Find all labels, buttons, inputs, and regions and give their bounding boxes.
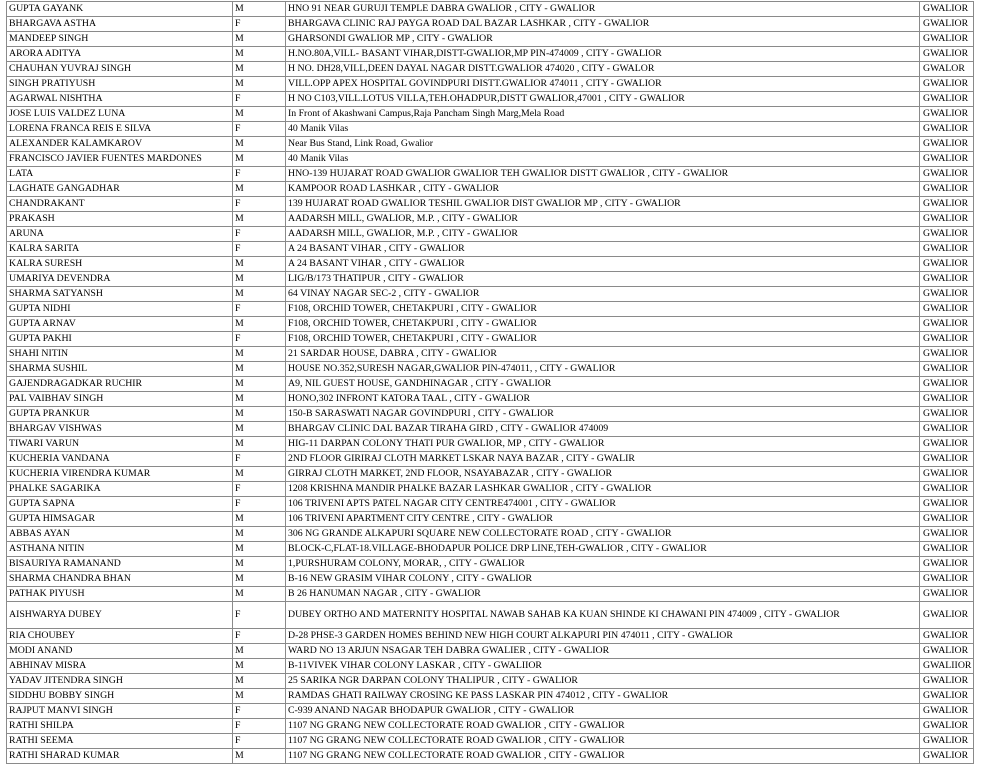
city-cell[interactable]: GWALIOR	[920, 227, 974, 242]
name-cell[interactable]: PHALKE SAGARIKA	[7, 482, 233, 497]
table-row	[7, 242, 974, 257]
name-cell[interactable]: MANDEEP SINGH	[7, 32, 233, 47]
address-cell[interactable]: BHARGAVA CLINIC RAJ PAYGA ROAD DAL BAZAR LASHKAR , CITY - GWALIOR	[286, 17, 920, 32]
gender-cell[interactable]: M	[233, 212, 286, 227]
address-cell[interactable]: B-11VIVEK VIHAR COLONY LASKAR , CITY - GWALIIOR	[286, 659, 920, 674]
name-cell[interactable]: YADAV JITENDRA SINGH	[7, 674, 233, 689]
city-cell[interactable]: GWALOR	[920, 62, 974, 77]
table-row	[7, 347, 974, 362]
gender-cell[interactable]: M	[233, 467, 286, 482]
city-cell[interactable]: GWALIOR	[920, 377, 974, 392]
address-cell[interactable]: LIG/B/173 THATIPUR , CITY - GWALIOR	[286, 272, 920, 287]
gender-cell[interactable]: F	[233, 302, 286, 317]
gender-cell[interactable]: M	[233, 542, 286, 557]
table-row	[7, 482, 974, 497]
gender-cell[interactable]: F	[233, 167, 286, 182]
address-cell[interactable]: VILL.OPP APEX HOSPITAL GOVINDPURI DISTT.GWALIOR 474011 , CITY - GWALIOR	[286, 77, 920, 92]
gender-cell[interactable]: M	[233, 257, 286, 272]
table-row	[7, 572, 974, 587]
name-cell[interactable]: BISAURIYA RAMANAND	[7, 557, 233, 572]
table-row	[7, 77, 974, 92]
name-cell[interactable]: ABHINAV MISRA	[7, 659, 233, 674]
gender-cell[interactable]: M	[233, 437, 286, 452]
address-cell[interactable]: AADARSH MILL, GWALIOR, M.P. , CITY - GWALIOR	[286, 227, 920, 242]
address-cell[interactable]: 21 SARDAR HOUSE, DABRA , CITY - GWALIOR	[286, 347, 920, 362]
gender-cell[interactable]: M	[233, 362, 286, 377]
gender-cell[interactable]: F	[233, 197, 286, 212]
gender-cell[interactable]: F	[233, 719, 286, 734]
name-cell[interactable]: KUCHERIA VIRENDRA KUMAR	[7, 467, 233, 482]
table-row	[7, 629, 974, 644]
gender-cell[interactable]: M	[233, 587, 286, 602]
table-row	[7, 674, 974, 689]
name-cell[interactable]: UMARIYA DEVENDRA	[7, 272, 233, 287]
table-row	[7, 734, 974, 749]
name-cell[interactable]: GAJENDRAGADKAR RUCHIR	[7, 377, 233, 392]
table-row	[7, 659, 974, 674]
address-cell[interactable]: 1107 NG GRANG NEW COLLECTORATE ROAD GWALIOR , CITY - GWALIOR	[286, 719, 920, 734]
city-cell[interactable]: GWALIOR	[920, 257, 974, 272]
name-cell[interactable]: KUCHERIA VANDANA	[7, 452, 233, 467]
name-cell[interactable]: ARORA ADITYA	[7, 47, 233, 62]
table-row	[7, 62, 974, 77]
gender-cell[interactable]: M	[233, 572, 286, 587]
city-cell[interactable]: GWALIOR	[920, 47, 974, 62]
table-row	[7, 227, 974, 242]
table-row	[7, 542, 974, 557]
city-cell[interactable]: GWALIOR	[920, 392, 974, 407]
name-cell[interactable]: SIDDHU BOBBY SINGH	[7, 689, 233, 704]
address-cell[interactable]: B 26 HANUMAN NAGAR , CITY - GWALIOR	[286, 587, 920, 602]
table-row	[7, 362, 974, 377]
city-cell[interactable]: GWALIOR	[920, 512, 974, 527]
table-row	[7, 407, 974, 422]
city-cell[interactable]: GWALIOR	[920, 452, 974, 467]
name-cell[interactable]: GUPTA SAPNA	[7, 497, 233, 512]
table-row	[7, 527, 974, 542]
address-cell[interactable]: A 24 BASANT VIHAR , CITY - GWALIOR	[286, 257, 920, 272]
address-cell[interactable]: GIRRAJ CLOTH MARKET, 2ND FLOOR, NSAYABAZAR , CITY - GWALIOR	[286, 467, 920, 482]
table-row	[7, 317, 974, 332]
table-row	[7, 644, 974, 659]
name-cell[interactable]: KALRA SARITA	[7, 242, 233, 257]
table-row	[7, 452, 974, 467]
address-cell[interactable]: HOUSE NO.352,SURESH NAGAR,GWALIOR PIN-474011, , CITY - GWALIOR	[286, 362, 920, 377]
address-cell[interactable]: F108, ORCHID TOWER, CHETAKPURI , CITY - GWALIOR	[286, 317, 920, 332]
city-cell[interactable]: GWALIOR	[920, 467, 974, 482]
address-cell[interactable]: 106 TRIVENI APTS PATEL NAGAR CITY CENTRE474001 , CITY - GWALIOR	[286, 497, 920, 512]
gender-cell[interactable]: M	[233, 377, 286, 392]
table-row	[7, 287, 974, 302]
name-cell[interactable]: SHAHI NITIN	[7, 347, 233, 362]
name-cell[interactable]: GUPTA PRANKUR	[7, 407, 233, 422]
spreadsheet	[6, 1, 974, 764]
city-cell[interactable]: GWALIOR	[920, 497, 974, 512]
name-cell[interactable]: JOSE LUIS VALDEZ LUNA	[7, 107, 233, 122]
address-cell[interactable]: 139 HUJARAT ROAD GWALIOR TESHIL GWALIOR DIST GWALIOR MP , CITY - GWALIOR	[286, 197, 920, 212]
gender-cell[interactable]: M	[233, 182, 286, 197]
city-cell[interactable]: GWALIOR	[920, 704, 974, 719]
gender-cell[interactable]: F	[233, 122, 286, 137]
address-cell[interactable]: 40 Manik Vilas	[286, 152, 920, 167]
name-cell[interactable]: CHAUHAN YUVRAJ SINGH	[7, 62, 233, 77]
name-cell[interactable]: SINGH PRATIYUSH	[7, 77, 233, 92]
city-cell[interactable]: GWALIOR	[920, 197, 974, 212]
gender-cell[interactable]: M	[233, 749, 286, 764]
address-cell[interactable]: BHARGAV CLINIC DAL BAZAR TIRAHA GIRD , CITY - GWALIOR 474009	[286, 422, 920, 437]
gender-cell[interactable]: M	[233, 32, 286, 47]
city-cell[interactable]: GWALIOR	[920, 212, 974, 227]
table-row	[7, 422, 974, 437]
city-cell[interactable]: GWALIOR	[920, 317, 974, 332]
gender-cell[interactable]: M	[233, 689, 286, 704]
name-cell[interactable]: GUPTA HIMSAGAR	[7, 512, 233, 527]
address-cell[interactable]: BLOCK-C,FLAT-18.VILLAGE-BHODAPUR POLICE DRP LINE,TEH-GWALIOR , CITY - GWALIOR	[286, 542, 920, 557]
address-cell[interactable]: B-16 NEW GRASIM VIHAR COLONY , CITY - GWALIOR	[286, 572, 920, 587]
table-row	[7, 257, 974, 272]
address-cell[interactable]: 150-B SARASWATI NAGAR GOVINDPURI , CITY - GWALIOR	[286, 407, 920, 422]
address-cell[interactable]: 25 SARIKA NGR DARPAN COLONY THALIPUR , CITY - GWALIOR	[286, 674, 920, 689]
gender-cell[interactable]: M	[233, 62, 286, 77]
name-cell[interactable]: BHARGAVA ASTHA	[7, 17, 233, 32]
address-cell[interactable]: AADARSH MILL, GWALIOR, M.P. , CITY - GWALIOR	[286, 212, 920, 227]
table-row	[7, 557, 974, 572]
table-row	[7, 47, 974, 62]
city-cell[interactable]: GWALIOR	[920, 572, 974, 587]
gender-cell[interactable]: M	[233, 107, 286, 122]
city-cell[interactable]: GWALIOR	[920, 734, 974, 749]
name-cell[interactable]: LORENA FRANCA REIS E SILVA	[7, 122, 233, 137]
table-row	[7, 182, 974, 197]
address-cell[interactable]: In Front of Akashwani Campus,Raja Pancham Singh Marg,Mela Road	[286, 107, 920, 122]
gender-cell[interactable]: M	[233, 527, 286, 542]
table-row	[7, 719, 974, 734]
city-cell[interactable]: GWALIOR	[920, 332, 974, 347]
address-cell[interactable]: Near Bus Stand, Link Road, Gwalior	[286, 137, 920, 152]
name-cell[interactable]: PAL VAIBHAV SINGH	[7, 392, 233, 407]
city-cell[interactable]: GWALIOR	[920, 689, 974, 704]
city-cell[interactable]: GWALIOR	[920, 167, 974, 182]
address-cell[interactable]: HIG-11 DARPAN COLONY THATI PUR GWALIOR, MP , CITY - GWALIOR	[286, 437, 920, 452]
gender-cell[interactable]: M	[233, 47, 286, 62]
table-row	[7, 467, 974, 482]
city-cell[interactable]: GWALIOR	[920, 542, 974, 557]
name-cell[interactable]: SHARMA SUSHIL	[7, 362, 233, 377]
table-row	[7, 167, 974, 182]
name-cell[interactable]: SHARMA CHANDRA BHAN	[7, 572, 233, 587]
address-cell[interactable]: A9, NIL GUEST HOUSE, GANDHINAGAR , CITY - GWALIOR	[286, 377, 920, 392]
address-cell[interactable]: HNO-139 HUJARAT ROAD GWALIOR GWALIOR TEH GWALIOR DISTT GWALIOR , CITY - GWALIOR	[286, 167, 920, 182]
gender-cell[interactable]: F	[233, 92, 286, 107]
address-cell[interactable]: D-28 PHSE-3 GARDEN HOMES BEHIND NEW HIGH COURT ALKAPURI PIN 474011 , CITY - GWALIOR	[286, 629, 920, 644]
table-row	[7, 212, 974, 227]
table-row	[7, 332, 974, 347]
name-cell[interactable]: TIWARI VARUN	[7, 437, 233, 452]
city-cell[interactable]: GWALIOR	[920, 674, 974, 689]
table-row	[7, 17, 974, 32]
name-cell[interactable]: RIA CHOUBEY	[7, 629, 233, 644]
city-cell[interactable]: GWALIOR	[920, 77, 974, 92]
name-cell[interactable]: AGARWAL NISHTHA	[7, 92, 233, 107]
gender-cell[interactable]: F	[233, 734, 286, 749]
city-cell[interactable]: GWALIOR	[920, 557, 974, 572]
address-cell[interactable]: H NO. DH28,VILL,DEEN DAYAL NAGAR DISTT.GWALIOR 474020 , CITY - GWALOR	[286, 62, 920, 77]
name-cell[interactable]: RATHI SHILPA	[7, 719, 233, 734]
gender-cell[interactable]: F	[233, 602, 286, 629]
address-cell[interactable]: 1,PURSHURAM COLONY, MORAR, , CITY - GWALIOR	[286, 557, 920, 572]
table-row	[7, 137, 974, 152]
gender-cell[interactable]: F	[233, 452, 286, 467]
table-row	[7, 92, 974, 107]
city-cell[interactable]: GWALIOR	[920, 527, 974, 542]
gender-cell[interactable]: M	[233, 317, 286, 332]
table-row	[7, 437, 974, 452]
address-cell[interactable]: 1208 KRISHNA MANDIR PHALKE BAZAR LASHKAR GWALIOR , CITY - GWALIOR	[286, 482, 920, 497]
city-cell[interactable]: GWALIOR	[920, 602, 974, 629]
gender-cell[interactable]: F	[233, 242, 286, 257]
table-row	[7, 2, 974, 17]
city-cell[interactable]: GWALIOR	[920, 407, 974, 422]
table-row	[7, 587, 974, 602]
records-table-body	[7, 2, 974, 764]
address-cell[interactable]: RAMDAS GHATI RAILWAY CROSING KE PASS LASKAR PIN 474012 , CITY - GWALIOR	[286, 689, 920, 704]
city-cell[interactable]: GWALIOR	[920, 272, 974, 287]
name-cell[interactable]: ASTHANA NITIN	[7, 542, 233, 557]
table-row	[7, 32, 974, 47]
table-row	[7, 122, 974, 137]
gender-cell[interactable]: M	[233, 152, 286, 167]
gender-cell[interactable]: M	[233, 347, 286, 362]
city-cell[interactable]: GWALIOR	[920, 644, 974, 659]
gender-cell[interactable]: M	[233, 674, 286, 689]
name-cell[interactable]: PATHAK PIYUSH	[7, 587, 233, 602]
gender-cell[interactable]: F	[233, 482, 286, 497]
name-cell[interactable]: PRAKASH	[7, 212, 233, 227]
table-row	[7, 377, 974, 392]
address-cell[interactable]: 2ND FLOOR GIRIRAJ CLOTH MARKET LSKAR NAYA BAZAR , CITY - GWALIR	[286, 452, 920, 467]
city-cell[interactable]: GWALIOR	[920, 107, 974, 122]
city-cell[interactable]: GWALIOR	[920, 287, 974, 302]
table-row	[7, 152, 974, 167]
address-cell[interactable]: HONO,302 INFRONT KATORA TAAL , CITY - GWALIOR	[286, 392, 920, 407]
city-cell[interactable]: GWALIOR	[920, 749, 974, 764]
name-cell[interactable]: ALEXANDER KALAMKAROV	[7, 137, 233, 152]
name-cell[interactable]: LAGHATE GANGADHAR	[7, 182, 233, 197]
table-row	[7, 392, 974, 407]
table-row	[7, 497, 974, 512]
gender-cell[interactable]: M	[233, 287, 286, 302]
city-cell[interactable]: GWALIOR	[920, 362, 974, 377]
name-cell[interactable]: SHARMA SATYANSH	[7, 287, 233, 302]
city-cell[interactable]: GWALIOR	[920, 17, 974, 32]
name-cell[interactable]: AISHWARYA DUBEY	[7, 602, 233, 629]
name-cell[interactable]: MODI ANAND	[7, 644, 233, 659]
city-cell[interactable]: GWALIOR	[920, 122, 974, 137]
city-cell[interactable]: GWALIOR	[920, 587, 974, 602]
address-cell[interactable]: GHARSONDI GWALIOR MP , CITY - GWALIOR	[286, 32, 920, 47]
address-cell[interactable]: WARD NO 13 ARJUN NSAGAR TEH DABRA GWALIER , CITY - GWALIOR	[286, 644, 920, 659]
name-cell[interactable]: RATHI SEEMA	[7, 734, 233, 749]
gender-cell[interactable]: M	[233, 2, 286, 17]
address-cell[interactable]: A 24 BASANT VIHAR , CITY - GWALIOR	[286, 242, 920, 257]
city-cell[interactable]: GWALIOR	[920, 719, 974, 734]
city-cell[interactable]: GWALIOR	[920, 92, 974, 107]
city-cell[interactable]: GWALIOR	[920, 422, 974, 437]
table-row	[7, 602, 974, 629]
name-cell[interactable]: GUPTA NIDHI	[7, 302, 233, 317]
city-cell[interactable]: GWALIOR	[920, 482, 974, 497]
address-cell[interactable]: 40 Manik Vilas	[286, 122, 920, 137]
gender-cell[interactable]: M	[233, 557, 286, 572]
name-cell[interactable]: FRANCISCO JAVIER FUENTES MARDONES	[7, 152, 233, 167]
gender-cell[interactable]: M	[233, 77, 286, 92]
gender-cell[interactable]: M	[233, 644, 286, 659]
address-cell[interactable]: F108, ORCHID TOWER, CHETAKPURI , CITY - GWALIOR	[286, 332, 920, 347]
table-row	[7, 107, 974, 122]
gender-cell[interactable]: F	[233, 497, 286, 512]
gender-cell[interactable]: M	[233, 392, 286, 407]
table-row	[7, 512, 974, 527]
gender-cell[interactable]: M	[233, 137, 286, 152]
gender-cell[interactable]: F	[233, 227, 286, 242]
records-table	[6, 1, 974, 764]
gender-cell[interactable]: F	[233, 332, 286, 347]
name-cell[interactable]: ABBAS AYAN	[7, 527, 233, 542]
address-cell[interactable]: 64 VINAY NAGAR SEC-2 , CITY - GWALIOR	[286, 287, 920, 302]
gender-cell[interactable]: M	[233, 407, 286, 422]
gender-cell[interactable]: M	[233, 272, 286, 287]
table-row	[7, 689, 974, 704]
table-row	[7, 272, 974, 287]
name-cell[interactable]: RATHI SHARAD KUMAR	[7, 749, 233, 764]
address-cell[interactable]: DUBEY ORTHO AND MATERNITY HOSPITAL NAWAB SAHAB KA KUAN SHINDE KI CHAWANI PIN 474009 , CITY - GWALIOR	[286, 602, 920, 629]
address-cell[interactable]: KAMPOOR ROAD LASHKAR , CITY - GWALIOR	[286, 182, 920, 197]
address-cell[interactable]: H NO C103,VILL.LOTUS VILLA,TEH.OHADPUR,DISTT GWALIOR,47001 , CITY - GWALIOR	[286, 92, 920, 107]
city-cell[interactable]: GWALIOR	[920, 242, 974, 257]
name-cell[interactable]: GUPTA PAKHI	[7, 332, 233, 347]
gender-cell[interactable]: F	[233, 704, 286, 719]
address-cell[interactable]: 1107 NG GRANG NEW COLLECTORATE ROAD GWALIOR , CITY - GWALIOR	[286, 749, 920, 764]
city-cell[interactable]: GWALIOR	[920, 182, 974, 197]
name-cell[interactable]: GUPTA GAYANK	[7, 2, 233, 17]
address-cell[interactable]: 1107 NG GRANG NEW COLLECTORATE ROAD GWALIOR , CITY - GWALIOR	[286, 734, 920, 749]
gender-cell[interactable]: M	[233, 659, 286, 674]
city-cell[interactable]: GWALIOR	[920, 137, 974, 152]
address-cell[interactable]: HNO 91 NEAR GURUJI TEMPLE DABRA GWALIOR , CITY - GWALIOR	[286, 2, 920, 17]
address-cell[interactable]: C-939 ANAND NAGAR BHODAPUR GWALIOR , CITY - GWALIOR	[286, 704, 920, 719]
table-row	[7, 704, 974, 719]
name-cell[interactable]: LATA	[7, 167, 233, 182]
address-cell[interactable]: 306 NG GRANDE ALKAPURI SQUARE NEW COLLECTORATE ROAD , CITY - GWALIOR	[286, 527, 920, 542]
name-cell[interactable]: ARUNA	[7, 227, 233, 242]
city-cell[interactable]: GWALIOR	[920, 629, 974, 644]
table-row	[7, 302, 974, 317]
address-cell[interactable]: F108, ORCHID TOWER, CHETAKPURI , CITY - GWALIOR	[286, 302, 920, 317]
city-cell[interactable]: GWALIOR	[920, 32, 974, 47]
name-cell[interactable]: CHANDRAKANT	[7, 197, 233, 212]
city-cell[interactable]: GWALIOR	[920, 152, 974, 167]
table-row	[7, 749, 974, 764]
name-cell[interactable]: GUPTA ARNAV	[7, 317, 233, 332]
gender-cell[interactable]: F	[233, 17, 286, 32]
city-cell[interactable]: GWALIOR	[920, 2, 974, 17]
address-cell[interactable]: H.NO.80A,VILL- BASANT VIHAR,DISTT-GWALIOR,MP PIN-474009 , CITY - GWALIOR	[286, 47, 920, 62]
city-cell[interactable]: GWALIOR	[920, 437, 974, 452]
name-cell[interactable]: KALRA SURESH	[7, 257, 233, 272]
gender-cell[interactable]: F	[233, 629, 286, 644]
gender-cell[interactable]: M	[233, 512, 286, 527]
name-cell[interactable]: RAJPUT MANVI SINGH	[7, 704, 233, 719]
name-cell[interactable]: BHARGAV VISHWAS	[7, 422, 233, 437]
city-cell[interactable]: GWALIOR	[920, 347, 974, 362]
city-cell[interactable]: GWALIOR	[920, 302, 974, 317]
gender-cell[interactable]: M	[233, 422, 286, 437]
city-cell[interactable]: GWALIIOR	[920, 659, 974, 674]
table-row	[7, 197, 974, 212]
address-cell[interactable]: 106 TRIVENI APARTMENT CITY CENTRE , CITY - GWALIOR	[286, 512, 920, 527]
